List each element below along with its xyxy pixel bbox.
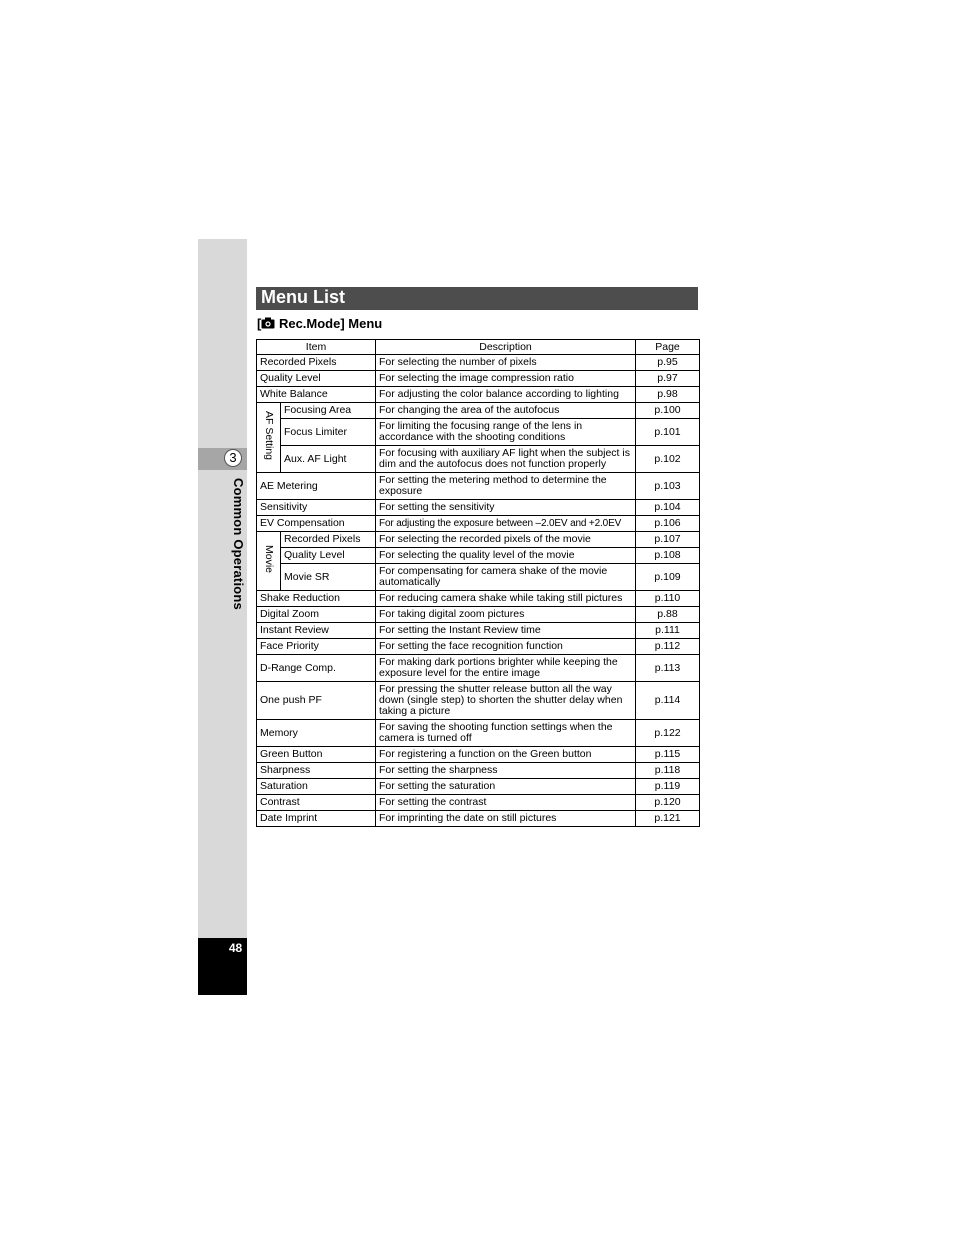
group-label: AF Setting	[263, 411, 275, 461]
group-movie	[257, 532, 281, 591]
page-number: 48	[228, 941, 243, 955]
row-item: Quality Level	[257, 371, 376, 387]
row-page: p.121	[636, 811, 700, 827]
row-item: Instant Review	[257, 623, 376, 639]
table-row	[257, 371, 700, 387]
table-row	[257, 532, 700, 548]
table-row	[257, 655, 700, 682]
row-description: For compensating for camera shake of the movie automatically	[376, 564, 636, 591]
row-page: p.104	[636, 500, 700, 516]
section-heading	[257, 316, 382, 332]
section-heading-text: Rec.Mode] Menu	[275, 316, 383, 331]
table-row	[257, 607, 700, 623]
row-description: For pressing the shutter release button all the way down (single step) to shorten the shutter delay when taking a picture	[376, 682, 636, 720]
table-row	[257, 387, 700, 403]
row-item: White Balance	[257, 387, 376, 403]
row-page: p.98	[636, 387, 700, 403]
table-row	[257, 623, 700, 639]
row-description: For setting the face recognition function	[376, 639, 636, 655]
table-row	[257, 811, 700, 827]
row-page: p.101	[636, 419, 700, 446]
table-row	[257, 548, 700, 564]
row-item: AE Metering	[257, 473, 376, 500]
row-item: EV Compensation	[257, 516, 376, 532]
row-page: p.114	[636, 682, 700, 720]
row-page: p.88	[636, 607, 700, 623]
row-item: Face Priority	[257, 639, 376, 655]
row-description: For setting the metering method to determine the exposure	[376, 473, 636, 500]
section-heading-prefix: [	[257, 316, 262, 331]
row-description: For saving the shooting function settings when the camera is turned off	[376, 720, 636, 747]
row-description: For setting the Instant Review time	[376, 623, 636, 639]
table-row	[257, 419, 700, 446]
table-row	[257, 763, 700, 779]
row-item: Memory	[257, 720, 376, 747]
table-row	[257, 591, 700, 607]
table-row	[257, 564, 700, 591]
table-row	[257, 639, 700, 655]
table-row	[257, 500, 700, 516]
row-description: For making dark portions brighter while keeping the exposure level for the entire image	[376, 655, 636, 682]
row-description: For reducing camera shake while taking still pictures	[376, 591, 636, 607]
table-row	[257, 473, 700, 500]
row-item: Focus Limiter	[281, 419, 376, 446]
row-page: p.112	[636, 639, 700, 655]
row-item: Quality Level	[281, 548, 376, 564]
row-description: For adjusting the color balance according to lighting	[376, 387, 636, 403]
row-page: p.109	[636, 564, 700, 591]
row-item: Recorded Pixels	[257, 355, 376, 371]
table-row	[257, 747, 700, 763]
row-description: For focusing with auxiliary AF light when the subject is dim and the autofocus does not function properly	[376, 446, 636, 473]
row-page: p.110	[636, 591, 700, 607]
row-page: p.111	[636, 623, 700, 639]
header-page: Page	[636, 340, 700, 355]
table-row	[257, 355, 700, 371]
row-page: p.115	[636, 747, 700, 763]
table-row	[257, 446, 700, 473]
page-title: Menu List	[261, 287, 345, 307]
row-item: Sharpness	[257, 763, 376, 779]
header-description: Description	[376, 340, 636, 355]
row-item: Sensitivity	[257, 500, 376, 516]
row-description: For imprinting the date on still pictures	[376, 811, 636, 827]
row-description: For selecting the recorded pixels of the movie	[376, 532, 636, 548]
row-description: For setting the sensitivity	[376, 500, 636, 516]
camera-icon	[261, 317, 275, 329]
row-item: One push PF	[257, 682, 376, 720]
group-af-setting	[257, 403, 281, 473]
table-row	[257, 720, 700, 747]
row-description: For setting the saturation	[376, 779, 636, 795]
row-page: p.119	[636, 779, 700, 795]
menu-table	[256, 339, 700, 827]
row-item: Recorded Pixels	[281, 532, 376, 548]
row-description: For changing the area of the autofocus	[376, 403, 636, 419]
row-page: p.122	[636, 720, 700, 747]
row-description: For limiting the focusing range of the lens in accordance with the shooting conditions	[376, 419, 636, 446]
row-page: p.107	[636, 532, 700, 548]
row-page: p.102	[636, 446, 700, 473]
row-page: p.106	[636, 516, 700, 532]
row-item: D-Range Comp.	[257, 655, 376, 682]
row-page: p.103	[636, 473, 700, 500]
row-item: Movie SR	[281, 564, 376, 591]
row-item: Green Button	[257, 747, 376, 763]
table-row	[257, 403, 700, 419]
chapter-number: 3	[224, 449, 242, 467]
row-item: Focusing Area	[281, 403, 376, 419]
row-item: Saturation	[257, 779, 376, 795]
row-page: p.95	[636, 355, 700, 371]
row-page: p.108	[636, 548, 700, 564]
row-page: p.97	[636, 371, 700, 387]
table-row	[257, 779, 700, 795]
chapter-title: Common Operations	[231, 478, 246, 610]
row-page: p.100	[636, 403, 700, 419]
row-description: For registering a function on the Green button	[376, 747, 636, 763]
row-description: For setting the contrast	[376, 795, 636, 811]
header-item: Item	[257, 340, 376, 355]
row-item: Contrast	[257, 795, 376, 811]
row-item: Date Imprint	[257, 811, 376, 827]
row-description: For taking digital zoom pictures	[376, 607, 636, 623]
row-description: For selecting the image compression ratio	[376, 371, 636, 387]
row-page: p.113	[636, 655, 700, 682]
row-description: For adjusting the exposure between –2.0EV and +2.0EV	[376, 516, 636, 532]
row-page: p.120	[636, 795, 700, 811]
row-item: Aux. AF Light	[281, 446, 376, 473]
row-item: Shake Reduction	[257, 591, 376, 607]
table-row	[257, 682, 700, 720]
group-label: Movie	[263, 545, 275, 574]
row-description: For selecting the quality level of the movie	[376, 548, 636, 564]
row-description: For setting the sharpness	[376, 763, 636, 779]
table-header-row	[257, 340, 700, 355]
table-row	[257, 516, 700, 532]
table-row	[257, 795, 700, 811]
row-page: p.118	[636, 763, 700, 779]
row-description: For selecting the number of pixels	[376, 355, 636, 371]
row-item: Digital Zoom	[257, 607, 376, 623]
